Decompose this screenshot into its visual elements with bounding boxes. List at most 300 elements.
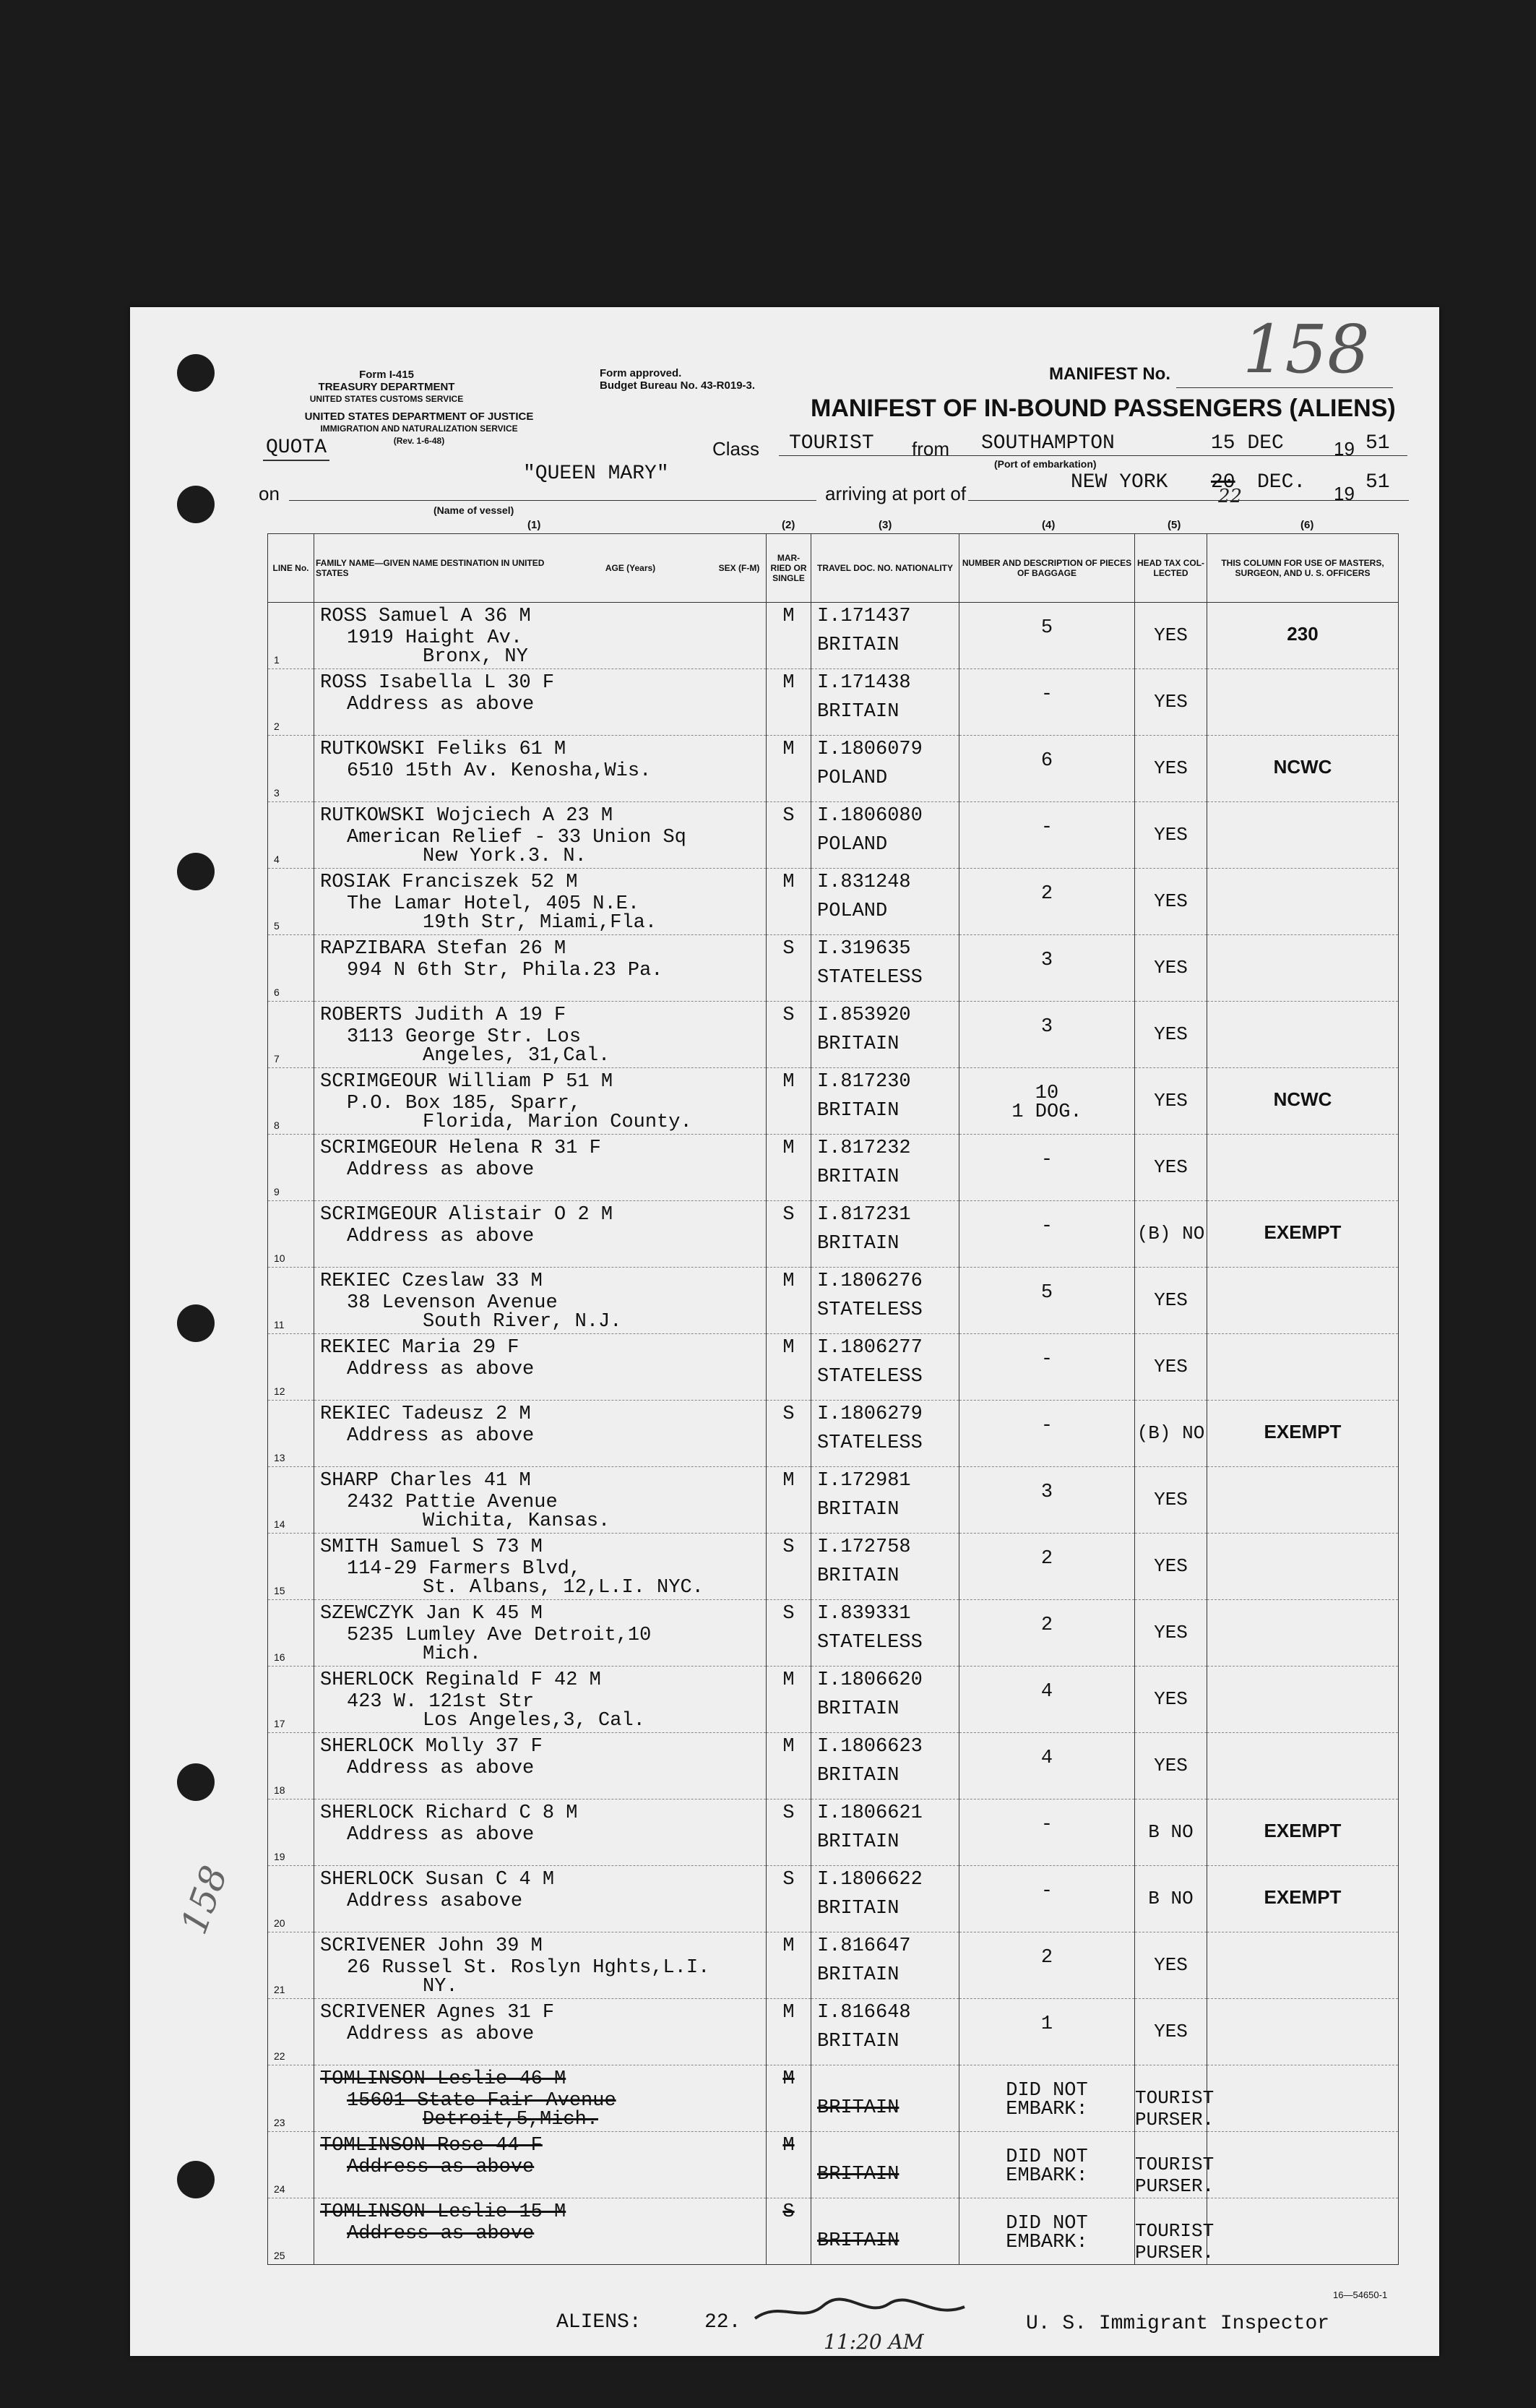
baggage: 4 (959, 1733, 1135, 1799)
passenger-name-cell (314, 1002, 767, 1068)
travel-doc: I.853920 BRITAIN (811, 1002, 959, 1068)
passenger-address: 2432 Pattie Avenue (347, 1492, 558, 1513)
line-number: 22 (268, 1999, 314, 2065)
passenger-address: P.O. Box 185, Sparr, (347, 1093, 582, 1114)
header-age: AGE (Years) (605, 563, 656, 573)
baggage: 4 (959, 1667, 1135, 1733)
marital-status: M (767, 1999, 811, 2065)
baggage: 2 (959, 1600, 1135, 1667)
head-tax: YES (1135, 736, 1207, 802)
header-travel-doc: TRAVEL DOC. NO. NATIONALITY (811, 534, 959, 603)
table-row (268, 2198, 1399, 2265)
form-approval: Form approved. Budget Bureau No. 43-R019-3. (600, 367, 756, 392)
travel-doc: I.839331 STATELESS (811, 1600, 959, 1667)
nationality: BRITAIN (817, 1765, 899, 1786)
officer-notes (1207, 1534, 1399, 1600)
baggage: 3 (959, 1002, 1135, 1068)
passenger-address: 26 Russel St. Roslyn Hghts,L.I. (347, 1957, 710, 1979)
quota-underline (263, 460, 329, 461)
table-row (268, 736, 1399, 802)
baggage: 2 (959, 1534, 1135, 1600)
passenger-name: SHERLOCK Richard C 8 M (320, 1802, 578, 1824)
passenger-address-line2: South River, N.J. (423, 1311, 622, 1333)
passenger-table (267, 533, 1399, 2265)
passenger-address: American Relief - 33 Union Sq (347, 827, 686, 848)
nationality: BRITAIN (817, 1898, 899, 1919)
marital-status: M (767, 1068, 811, 1135)
officer-notes (1207, 1932, 1399, 1999)
line-number: 10 (268, 1201, 314, 1268)
passenger-name-cell (314, 2065, 767, 2132)
nationality: BRITAIN (817, 1499, 899, 1521)
passenger-name-cell (314, 1866, 767, 1932)
marital-status: M (767, 736, 811, 802)
nationality: BRITAIN (817, 2164, 899, 2185)
from-label: from (912, 438, 949, 460)
vessel-line (289, 500, 816, 501)
nationality: BRITAIN (817, 1233, 899, 1255)
passenger-name: RUTKOWSKI Wojciech A 23 M (320, 805, 613, 827)
baggage: 3 (959, 935, 1135, 1002)
arrival-date-struck: 20 (1211, 471, 1235, 494)
nationality: BRITAIN (817, 1964, 899, 1986)
head-tax: YES (1135, 1334, 1207, 1401)
nationality: BRITAIN (817, 1831, 899, 1853)
head-tax: YES (1135, 1534, 1207, 1600)
marital-status: S (767, 1401, 811, 1467)
travel-doc: I.172758 BRITAIN (811, 1534, 959, 1600)
marital-status: S (767, 935, 811, 1002)
passenger-name-cell (314, 935, 767, 1002)
passenger-address-line2: Bronx, NY (423, 646, 528, 668)
passenger-name-cell (314, 1268, 767, 1334)
passenger-name-cell (314, 1201, 767, 1268)
col-num-2: (2) (782, 519, 795, 531)
nationality: BRITAIN (817, 2097, 899, 2119)
head-tax: TOURIST PURSER. (1135, 2198, 1207, 2265)
table-row (268, 1667, 1399, 1733)
nationality: BRITAIN (817, 1033, 899, 1055)
passenger-address: Address as above (347, 2223, 535, 2245)
officer-notes (1207, 2198, 1399, 2265)
on-label: on (259, 483, 280, 504)
officer-notes (1207, 802, 1399, 869)
officer-notes: EXEMPT (1207, 1799, 1399, 1866)
travel-doc: I.319635 STATELESS (811, 935, 959, 1002)
travel-doc: I.1806079 POLAND (811, 736, 959, 802)
passenger-name-cell (314, 1401, 767, 1467)
passenger-address: Address as above (347, 2024, 535, 2045)
passenger-address: Address as above (347, 1425, 535, 1447)
travel-doc: I.171438 BRITAIN (811, 669, 959, 736)
head-tax: YES (1135, 1068, 1207, 1135)
margin-note: 158 (173, 1860, 236, 1940)
head-tax: YES (1135, 1999, 1207, 2065)
passenger-address-line2: Mich. (423, 1643, 482, 1665)
table-row (268, 2132, 1399, 2198)
travel-doc (811, 2198, 959, 2265)
nationality: STATELESS (817, 967, 923, 989)
passenger-name-cell (314, 2132, 767, 2198)
passenger-address-line2: Florida, Marion County. (423, 1111, 692, 1133)
passenger-address-line2: NY. (423, 1976, 458, 1998)
baggage: - (959, 1799, 1135, 1866)
line-number: 19 (268, 1799, 314, 1866)
header-name-text: FAMILY NAME—GIVEN NAME DESTINATION IN UNITED STATES (316, 558, 545, 578)
marital-status: S (767, 1201, 811, 1268)
passenger-address: Address as above (347, 2157, 535, 2178)
table-row (268, 1002, 1399, 1068)
passenger-address-line2: Angeles, 31,Cal. (423, 1045, 610, 1067)
table-row (268, 1401, 1399, 1467)
port-note: (Port of embarkation) (994, 458, 1097, 470)
passenger-address: 423 W. 121st Str (347, 1691, 535, 1713)
baggage: - (959, 669, 1135, 736)
head-tax: YES (1135, 869, 1207, 935)
line-number: 14 (268, 1467, 314, 1534)
justice-block: UNITED STATES DEPARTMENT OF JUSTICE IMMIGRATION AND NATURALIZATION SERVICE (Rev. 1-6-48) (304, 410, 534, 446)
line-number: 20 (268, 1866, 314, 1932)
punch-hole (177, 853, 215, 890)
passenger-name-cell (314, 869, 767, 935)
baggage: DID NOT EMBARK: (959, 2198, 1135, 2265)
passenger-name: SCRIMGEOUR Helena R 31 F (320, 1138, 601, 1159)
officer-notes (1207, 935, 1399, 1002)
punch-hole (177, 2161, 215, 2198)
vessel-name: "QUEEN MARY" (523, 463, 669, 485)
table-row (268, 1268, 1399, 1334)
line-number: 12 (268, 1334, 314, 1401)
passenger-name-cell (314, 1600, 767, 1667)
passenger-name: RAPZIBARA Stefan 26 M (320, 938, 566, 960)
head-tax: YES (1135, 935, 1207, 1002)
head-tax: YES (1135, 1135, 1207, 1201)
officer-notes: NCWC (1207, 736, 1399, 802)
line-number: 23 (268, 2065, 314, 2132)
document-title: MANIFEST OF IN-BOUND PASSENGERS (ALIENS) (811, 395, 1396, 422)
passenger-address-line2: 19th Str, Miami,Fla. (423, 912, 657, 934)
punch-hole (177, 1304, 215, 1342)
travel-doc: I.1806277 STATELESS (811, 1334, 959, 1401)
passenger-address: Address as above (347, 694, 535, 715)
header-line: LINE No. (268, 534, 314, 603)
officer-notes (1207, 869, 1399, 935)
officer-notes (1207, 1268, 1399, 1334)
baggage: DID NOT EMBARK: (959, 2065, 1135, 2132)
passenger-address-line2: Detroit,5,Mich. (423, 2109, 599, 2130)
punch-hole (177, 486, 215, 523)
printer-code: 16—54650-1 (1333, 2289, 1388, 2300)
passenger-name-cell (314, 603, 767, 669)
passenger-name: TOMLINSON Leslie 46 M (320, 2068, 566, 2090)
officer-notes (1207, 1002, 1399, 1068)
line-number: 13 (268, 1401, 314, 1467)
nationality: BRITAIN (817, 635, 899, 656)
line-number: 18 (268, 1733, 314, 1799)
table-row (268, 802, 1399, 869)
class-value: TOURIST (789, 432, 874, 455)
baggage: 2 (959, 1932, 1135, 1999)
officer-notes (1207, 1733, 1399, 1799)
passenger-name: ROSIAK Franciszek 52 M (320, 872, 578, 893)
head-tax: YES (1135, 669, 1207, 736)
passenger-address: 5235 Lumley Ave Detroit,10 (347, 1625, 652, 1646)
passenger-name: REKIEC Maria 29 F (320, 1337, 519, 1359)
line-number: 15 (268, 1534, 314, 1600)
baggage: 1 (959, 1999, 1135, 2065)
class-label: Class (712, 438, 760, 460)
passenger-name: ROSS Isabella L 30 F (320, 672, 555, 694)
table-row (268, 1068, 1399, 1135)
embark-date: 15 DEC (1211, 432, 1284, 455)
passenger-name: SCRIMGEOUR Alistair O 2 M (320, 1204, 613, 1226)
manifest-no: 158 (1243, 311, 1370, 388)
nationality: BRITAIN (817, 2230, 899, 2252)
head-tax: YES (1135, 802, 1207, 869)
line-number: 4 (268, 802, 314, 869)
table-row (268, 2065, 1399, 2132)
line-number: 5 (268, 869, 314, 935)
marital-status: M (767, 1135, 811, 1201)
passenger-address: Address as above (347, 1159, 535, 1181)
marital-status: S (767, 2198, 811, 2265)
arrival-month: DEC. (1257, 471, 1306, 494)
marital-status: M (767, 1268, 811, 1334)
officer-notes (1207, 1334, 1399, 1401)
head-tax: TOURIST PURSER. (1135, 2132, 1207, 2198)
year-prefix: 19 (1334, 438, 1355, 460)
passenger-name-cell (314, 1932, 767, 1999)
table-row (268, 669, 1399, 736)
marital-status: M (767, 1667, 811, 1733)
passenger-name: TOMLINSON Rose 44 F (320, 2135, 543, 2157)
baggage: - (959, 802, 1135, 869)
embark-year: 51 (1365, 432, 1390, 455)
passenger-name-cell (314, 1068, 767, 1135)
officer-notes: EXEMPT (1207, 1866, 1399, 1932)
header-officers: THIS COLUMN FOR USE OF MASTERS, SURGEON, AND U. S. OFFICERS (1207, 534, 1399, 603)
line-number: 21 (268, 1932, 314, 1999)
nationality: BRITAIN (817, 2031, 899, 2052)
head-tax: YES (1135, 603, 1207, 669)
officer-notes (1207, 2065, 1399, 2132)
nationality: STATELESS (817, 1299, 923, 1321)
arrival-time: 11:20 AM (824, 2330, 924, 2354)
passenger-name-cell (314, 669, 767, 736)
marital-status: M (767, 2132, 811, 2198)
header-baggage: NUMBER AND DESCRIPTION OF PIECES OF BAGGAGE (959, 534, 1135, 603)
nationality: STATELESS (817, 1632, 923, 1654)
line-number: 9 (268, 1135, 314, 1201)
baggage: 2 (959, 869, 1135, 935)
marital-status: S (767, 1002, 811, 1068)
travel-doc: I.831248 POLAND (811, 869, 959, 935)
passenger-address: 15601 State Fair Avenue (347, 2090, 616, 2112)
passenger-name-cell (314, 1135, 767, 1201)
passenger-name: SCRIMGEOUR William P 51 M (320, 1071, 613, 1093)
travel-doc: I.817231 BRITAIN (811, 1201, 959, 1268)
passenger-name: SCRIVENER John 39 M (320, 1935, 543, 1957)
officer-notes (1207, 1467, 1399, 1534)
head-tax: YES (1135, 1932, 1207, 1999)
line-number: 16 (268, 1600, 314, 1667)
marital-status: M (767, 869, 811, 935)
baggage: - (959, 1135, 1135, 1201)
passenger-address: 994 N 6th Str, Phila.23 Pa. (347, 960, 663, 981)
travel-doc: I.1806080 POLAND (811, 802, 959, 869)
table-row (268, 603, 1399, 669)
passenger-address: 114-29 Farmers Blvd, (347, 1558, 582, 1580)
marital-status: S (767, 1534, 811, 1600)
passenger-name-cell (314, 802, 767, 869)
travel-doc: I.1806622 BRITAIN (811, 1866, 959, 1932)
head-tax: B NO (1135, 1866, 1207, 1932)
nationality: BRITAIN (817, 1565, 899, 1587)
marital-status: S (767, 1600, 811, 1667)
passenger-address: Address as above (347, 1824, 535, 1846)
passenger-name: SCRIVENER Agnes 31 F (320, 2002, 555, 2024)
line-number: 7 (268, 1002, 314, 1068)
quota-label: QUOTA (266, 437, 327, 459)
travel-doc: I.816647 BRITAIN (811, 1932, 959, 1999)
line-number: 6 (268, 935, 314, 1002)
travel-doc (811, 2132, 959, 2198)
passenger-address: 6510 15th Av. Kenosha,Wis. (347, 760, 652, 782)
officer-notes (1207, 2132, 1399, 2198)
passenger-name: ROSS Samuel A 36 M (320, 606, 531, 627)
punch-hole (177, 354, 215, 392)
table-header-row (268, 534, 1399, 603)
marital-status: M (767, 669, 811, 736)
officer-notes (1207, 1999, 1399, 2065)
travel-doc: I.817230 BRITAIN (811, 1068, 959, 1135)
head-tax: YES (1135, 1733, 1207, 1799)
passenger-name: SHERLOCK Susan C 4 M (320, 1869, 555, 1891)
table-row (268, 1334, 1399, 1401)
passenger-name-cell (314, 1334, 767, 1401)
passenger-address: Address as above (347, 1359, 535, 1380)
arrival-port: NEW YORK (1071, 471, 1168, 494)
officer-notes (1207, 1667, 1399, 1733)
line-number: 25 (268, 2198, 314, 2265)
passenger-address-line2: Wichita, Kansas. (423, 1510, 610, 1532)
passenger-name-cell (314, 2198, 767, 2265)
passenger-name-cell (314, 1799, 767, 1866)
line-number: 2 (268, 669, 314, 736)
passenger-address-line2: St. Albans, 12,L.I. NYC. (423, 1577, 704, 1599)
passenger-address: 38 Levenson Avenue (347, 1292, 558, 1314)
travel-doc: I.171437 BRITAIN (811, 603, 959, 669)
head-tax: YES (1135, 1002, 1207, 1068)
officer-notes (1207, 669, 1399, 736)
passenger-name-cell (314, 1733, 767, 1799)
table-row (268, 1799, 1399, 1866)
passenger-name: REKIEC Czeslaw 33 M (320, 1270, 543, 1292)
baggage: 10 1 DOG. (959, 1068, 1135, 1135)
travel-doc: I.1806623 BRITAIN (811, 1733, 959, 1799)
officer-notes: EXEMPT (1207, 1401, 1399, 1467)
nationality: POLAND (817, 834, 888, 856)
officer-notes (1207, 1135, 1399, 1201)
officer-notes (1207, 1600, 1399, 1667)
line-number: 8 (268, 1068, 314, 1135)
head-tax: (B) NO (1135, 1401, 1207, 1467)
travel-doc (811, 2065, 959, 2132)
header-name (314, 534, 767, 603)
travel-doc: I.1806620 BRITAIN (811, 1667, 959, 1733)
marital-status: S (767, 802, 811, 869)
table-row (268, 1467, 1399, 1534)
col-num-4: (4) (1042, 519, 1056, 531)
form-department-block: Form I-415 TREASURY DEPARTMENT UNITED STATES CUSTOMS SERVICE (309, 369, 464, 404)
nationality: POLAND (817, 900, 888, 922)
year-prefix-2: 19 (1334, 483, 1355, 504)
table-row (268, 1866, 1399, 1932)
passenger-name: REKIEC Tadeusz 2 M (320, 1403, 531, 1425)
head-tax: YES (1135, 1467, 1207, 1534)
baggage: 5 (959, 1268, 1135, 1334)
baggage: DID NOT EMBARK: (959, 2132, 1135, 2198)
marital-status: M (767, 1733, 811, 1799)
travel-doc: I.1806621 BRITAIN (811, 1799, 959, 1866)
nationality: BRITAIN (817, 1698, 899, 1720)
passenger-address: 1919 Haight Av. (347, 627, 523, 649)
passenger-name-cell (314, 736, 767, 802)
passenger-name: SHERLOCK Reginald F 42 M (320, 1669, 601, 1691)
header-married: MAR-RIED OR SINGLE (767, 534, 811, 603)
arrival-line (968, 500, 1409, 501)
vessel-note: (Name of vessel) (433, 504, 514, 516)
marital-status: M (767, 603, 811, 669)
table-row (268, 1733, 1399, 1799)
embark-port: SOUTHAMPTON (981, 432, 1115, 455)
punch-hole (177, 1763, 215, 1801)
nationality: BRITAIN (817, 1166, 899, 1188)
head-tax: B NO (1135, 1799, 1207, 1866)
travel-doc: I.172981 BRITAIN (811, 1467, 959, 1534)
passenger-name: TOMLINSON Leslie 15 M (320, 2201, 566, 2223)
passenger-address: The Lamar Hotel, 405 N.E. (347, 893, 640, 915)
table-row (268, 1999, 1399, 2065)
head-tax: YES (1135, 1600, 1207, 1667)
line-number: 11 (268, 1268, 314, 1334)
passenger-address: Address as above (347, 1758, 535, 1779)
passenger-name: SZEWCZYK Jan K 45 M (320, 1603, 543, 1625)
passenger-name: SHARP Charles 41 M (320, 1470, 531, 1492)
passenger-name: RUTKOWSKI Feliks 61 M (320, 739, 566, 760)
class-line (779, 455, 1407, 456)
table-row (268, 1600, 1399, 1667)
nationality: STATELESS (817, 1366, 923, 1388)
col-num-1: (1) (527, 519, 541, 531)
passenger-name-cell (314, 1667, 767, 1733)
col-num-3: (3) (879, 519, 892, 531)
passenger-name: ROBERTS Judith A 19 F (320, 1005, 566, 1026)
marital-status: S (767, 1866, 811, 1932)
passenger-address-line2: Los Angeles,3, Cal. (423, 1710, 645, 1732)
marital-status: M (767, 1334, 811, 1401)
head-tax: YES (1135, 1667, 1207, 1733)
arrival-date: 22 (1218, 486, 1243, 507)
manifest-no-label: MANIFEST No. (1049, 364, 1170, 384)
passenger-name: SMITH Samuel S 73 M (320, 1536, 543, 1558)
passenger-name-cell (314, 1534, 767, 1600)
passenger-name: SHERLOCK Molly 37 F (320, 1736, 543, 1758)
head-tax: YES (1135, 1268, 1207, 1334)
travel-doc: I.1806276 STATELESS (811, 1268, 959, 1334)
passenger-address-line2: New York.3. N. (423, 846, 587, 867)
passenger-address: Address asabove (347, 1891, 523, 1912)
